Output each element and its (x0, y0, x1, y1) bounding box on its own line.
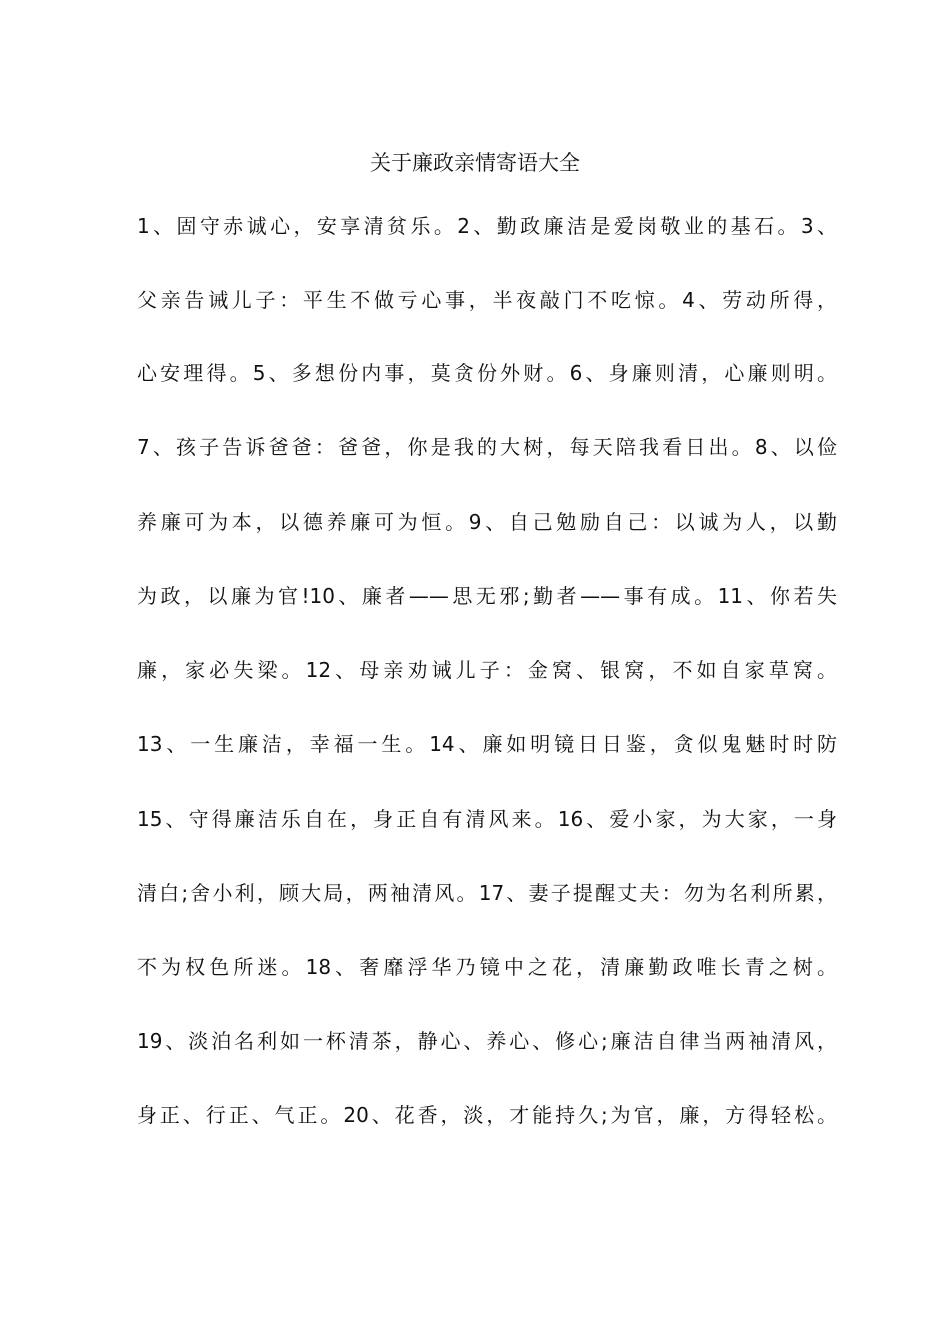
document-title: 关于廉政亲情寄语大全 (370, 151, 580, 175)
body-line: 养廉可为本，以德养廉可为恒。9、自己勉励自己：以诚为人，以勤 (137, 510, 837, 534)
body-line: 为政，以廉为官!10、廉者——思无邪;勤者——事有成。11、你若失 (137, 584, 837, 608)
body-line: 廉，家必失梁。12、母亲劝诫儿子：金窝、银窝，不如自家草窝。 (137, 658, 837, 682)
body-line: 不为权色所迷。18、奢靡浮华乃镜中之花，清廉勤政唯长青之树。 (137, 955, 837, 979)
body-line: 7、孩子告诉爸爸：爸爸，你是我的大树，每天陪我看日出。8、以俭 (137, 435, 837, 459)
body-line: 13、一生廉洁，幸福一生。14、廉如明镜日日鉴，贪似鬼魅时时防 (137, 732, 837, 756)
body-line: 清白;舍小利，顾大局，两袖清风。17、妻子提醒丈夫：勿为名利所累， (137, 881, 837, 905)
body-line: 19、淡泊名利如一杯清茶，静心、养心、修心;廉洁自律当两袖清风， (137, 1029, 837, 1053)
body-line: 心安理得。5、多想份内事，莫贪份外财。6、身廉则清，心廉则明。 (137, 361, 837, 385)
body-line: 父亲告诫儿子：平生不做亏心事，半夜敲门不吃惊。4、劳动所得， (137, 288, 837, 312)
body-line: 15、守得廉洁乐自在，身正自有清风来。16、爱小家，为大家，一身 (137, 807, 837, 831)
body-line: 身正、行正、气正。20、花香，淡，才能持久;为官，廉，方得轻松。 (137, 1103, 837, 1127)
body-line: 1、固守赤诚心，安享清贫乐。2、勤政廉洁是爱岗敬业的基石。3、 (137, 214, 837, 238)
